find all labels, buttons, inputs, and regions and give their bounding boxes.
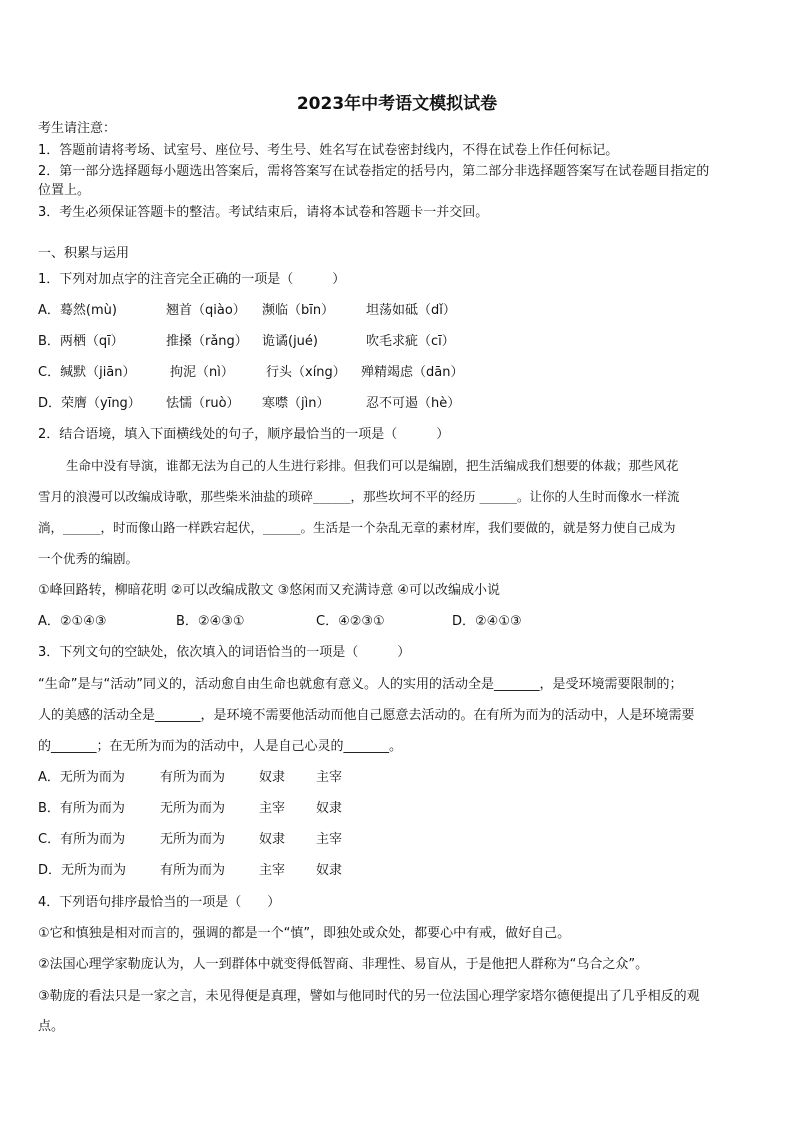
q2-option-c: C．④②③① <box>316 614 385 629</box>
q4-sentence-3-cont: 点。 <box>38 1019 65 1034</box>
q4-sentence-2: ②法国心理学家勒庞认为，人一到群体中就变得低智商、非理性、易盲从，于是他把人群称为“乌合之众”。 <box>38 957 649 972</box>
notice-item-3: 3．考生必须保证答题卡的整洁。考试结束后，请将本试卷和答题卡一并交回。 <box>38 205 489 220</box>
q2-passage-line: 雪月的浪漫可以改编成诗歌，那些柴米油盐的琐碎______，那些坎坷不平的经历 ______。让你的人生时而像水一样流 <box>38 489 680 504</box>
q1-option-c-3: 行头（xíng） <box>266 365 346 380</box>
q1-option-b-4: 吹毛求疵（cī） <box>366 334 455 349</box>
q3-option-d-4: 奴隶 <box>316 863 343 878</box>
q3-option-c-2: 无所为而为 <box>160 832 226 847</box>
q4-stem: 4．下列语句排序最恰当的一项是（ ） <box>38 895 281 910</box>
q2-stem: 2．结合语境，填入下面横线处的句子，顺序最恰当的一项是（ ） <box>38 427 450 442</box>
q1-stem: 1．下列对加点字的注音完全正确的一项是（ ） <box>38 272 346 287</box>
q1-option-a-2: 翘首（qiào） <box>166 303 246 318</box>
notice-item-1: 1．答题前请将考场、试室号、座位号、考生号、姓名写在试卷密封线内，不得在试卷上作任何标记。 <box>38 143 619 158</box>
q3-option-d-2: 有所为而为 <box>160 863 226 878</box>
q1-option-b: B．两栖（qī） <box>38 334 124 349</box>
q1-option-b-2: 推搡（rǎng） <box>166 334 248 349</box>
q2-choices: ①峰回路转，柳暗花明 ②可以改编成散文 ③悠闲而又充满诗意 ④可以改编成小说 <box>38 583 501 598</box>
q3-option-b-2: 无所为而为 <box>160 801 226 816</box>
q1-option-d-2: 怯懦（ruò） <box>166 396 240 411</box>
q2-option-a: A．②①④③ <box>38 614 107 629</box>
q4-sentence-3: ③勒庞的看法只是一家之言，未见得便是真理，譬如与他同时代的另一位法国心理学家塔尔德便提出了几乎相反的观 <box>38 989 700 1004</box>
q3-option-b: B．有所为而为 <box>38 801 125 816</box>
q1-option-d: D．荣膺（yīng） <box>38 396 141 411</box>
q3-option-c-4: 主宰 <box>316 832 343 847</box>
q4-sentence-1: ①它和慎独是相对而言的，强调的都是一个“慎”，即独处或众处，都要心中有戒，做好自己。 <box>38 926 571 941</box>
q2-passage-line: 生命中没有导演，谁都无法为自己的人生进行彩排。但我们可以是编剧，把生活编成我们想要的体裁；那些风花 <box>66 458 679 473</box>
q3-option-d-3: 主宰 <box>259 863 286 878</box>
q1-option-c-4: 殚精竭虑（dān） <box>361 365 464 380</box>
q1-option-d-3: 寒噤（jìn） <box>262 396 330 411</box>
q2-passage-line: 一个优秀的编剧。 <box>38 551 139 566</box>
q3-option-c-3: 奴隶 <box>259 832 286 847</box>
q1-option-d-4: 忍不可遏（hè） <box>366 396 461 411</box>
notice-item-2-cont: 位置上。 <box>38 183 91 198</box>
q3-option-a: A．无所为而为 <box>38 770 125 785</box>
q3-stem: 3．下列文句的空缺处，依次填入的词语恰当的一项是（ ） <box>38 645 411 660</box>
q3-option-a-4: 主宰 <box>316 770 343 785</box>
q2-passage-line: 淌，______，时而像山路一样跌宕起伏，______。生活是一个杂乱无章的素材库，我们要做的，就是努力使自己成为 <box>38 520 676 535</box>
q2-option-b: B．②④③① <box>176 614 245 629</box>
notice-heading: 考生请注意： <box>38 121 117 136</box>
q1-option-c-2: 拘泥（nì） <box>170 365 234 380</box>
q1-option-a-3: 濒临（bīn） <box>262 303 335 318</box>
q1-option-b-3: 诡谲(jué) <box>262 334 318 349</box>
q3-option-c: C．有所为而为 <box>38 832 126 847</box>
q3-passage-line: “生命”是与“活动”同义的，活动愈自由生命也就愈有意义。人的实用的活动全是_______，是受环境需要限制的； <box>38 677 683 692</box>
page-title: 2023年中考语文模拟试卷 <box>296 94 498 114</box>
section-heading: 一、积累与运用 <box>38 246 130 261</box>
q3-passage-line: 的_______；在无所为而为的活动中，人是自己心灵的_______。 <box>38 739 403 754</box>
q3-option-b-3: 主宰 <box>259 801 286 816</box>
q3-option-a-3: 奴隶 <box>259 770 286 785</box>
q3-option-b-4: 奴隶 <box>316 801 343 816</box>
q1-option-a-4: 坦荡如砥（dǐ） <box>366 303 456 318</box>
q1-option-c: C．缄默（jiān） <box>38 365 136 380</box>
notice-item-2: 2．第一部分选择题每小题选出答案后，需将答案写在试卷指定的括号内，第二部分非选择题答案写在试卷题目指定的 <box>38 164 710 179</box>
q3-option-d: D．无所为而为 <box>38 863 127 878</box>
q1-option-a: A．蓦然(mù) <box>38 303 117 318</box>
q3-passage-line: 人的美感的活动全是_______，是环境不需要他活动而他自己愿意去活动的。在有所为而为的活动中，人是环境需要 <box>38 708 695 723</box>
q2-option-d: D．②④①③ <box>452 614 522 629</box>
q3-option-a-2: 有所为而为 <box>160 770 226 785</box>
